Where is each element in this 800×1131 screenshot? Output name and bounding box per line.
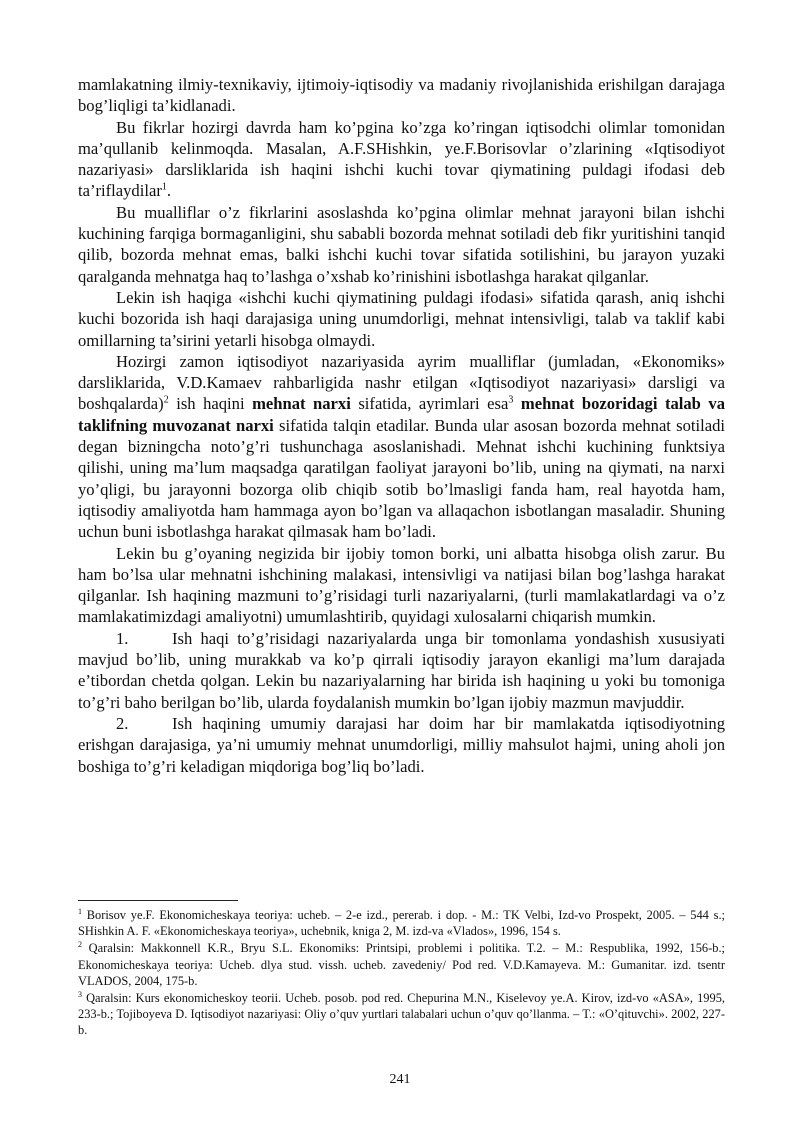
footnotes: [78, 907, 725, 1040]
paragraph-text: ish haqini: [168, 394, 253, 414]
list-item: [78, 628, 725, 713]
paragraph: mamlakatning ilmiy-texnikaviy, ijtimoiy-iqtisodiy va madaniy rivojlanishida erishilgan darajaga bog’liqligi ta’kidlanadi.: [78, 75, 725, 116]
bold-term: mehnat narxi: [252, 394, 351, 414]
footnote: [78, 990, 725, 1039]
paragraph: Lekin ish haqiga «ishchi kuchi qiymatining puldagi ifodasi» sifatida qarash, aniq ishchi kuchi bozorida ish haqi darajasiga uning unumdorligi, mehnat intensivligi, talab va taklif kabi omillarning ta’sirini yetarli hisobga olmaydi.: [78, 287, 725, 350]
list-number: 2.: [116, 713, 129, 733]
footnote-ref[interactable]: 3: [508, 394, 514, 406]
footnote-divider: [78, 900, 238, 901]
paragraph-text: .: [166, 181, 172, 201]
paragraph-text: Hozirgi zamon iqtisodiyot nazariyasida ayrim mualliflar (jumladan, «Ekonomiks» darsliklarida, V.D.Kamaev rahbarligida nashr etilgan «Iqtisodiyot nazariyasi» darsligi va boshqalarda): [78, 351, 725, 414]
footnote-text: Qaralsin: Makkonnell K.R., Bryu S.L. Ekonomiks: Printsipi, problemi i politika. T.2. – M.: Respublika, 1992, 156-b.; Ekonomicheskaya teoriya: Ucheb. dlya stud. vissh. ucheb. zavedeniy/ Pod red. V.D.Kamayeva. M.: Gumanitar. izd. tsentr VLADOS, 2004, 175-b.: [78, 941, 725, 988]
paragraph: [78, 117, 725, 202]
page-body: [78, 74, 725, 777]
paragraph-text: Bu fikrlar hozirgi davrda ham ko’pgina ko’zga ko’ringan iqtisodchi olimlar tomonidan ma’qullanib kelinmoqda. Masalan, A.F.SHishkin, ye.F.Borisovlar o’zlarining «Iqtisodiyot nazariyasi» darsliklarida ish haqini ishchi kuchi tovar qiymatining puldagi ifodasi deb ta’riflaydilar: [78, 117, 725, 201]
footnote-text: Borisov ye.F. Ekonomicheskaya teoriya: ucheb. – 2-e izd., pererab. i dop. - M.: TK Velbi, Izd-vo Prospekt, 2005. – 544 s.; SHishkin A. F. «Ekonomicheskaya teoriya», uchebnik, kniga 2, M. izd-va «Vlados», 1996, 154 s.: [78, 908, 725, 939]
footnote: [78, 907, 725, 939]
paragraph: Bu mualliflar o’z fikrlarini asoslashda ko’pgina olimlar mehnat jarayoni bilan ishchi kuchining farqiga bormaganligini, shu sababli bozorda mehnat sotiladi deb fikr yuritishini tanqid qilib, bozorda mehnat emas, balki ishchi kuchi tovar sifatida sotilishini, bu jarayon yuzaki qaralganda mehnatga haq to’lashga o’xshab ko’rinishini isbotlashga harakat qilganlar.: [78, 202, 725, 286]
footnote-mark: 2: [78, 940, 82, 950]
list-number: 1.: [116, 628, 129, 648]
bold-term: mehnat bozoridagi talab va taklifning muvozanat narxi: [78, 394, 726, 435]
footnote-mark: 3: [78, 989, 82, 999]
paragraph: Lekin bu g’oyaning negizida bir ijobiy tomon borki, uni albatta hisobga olish zarur. Bu ham bo’lsa ular mehnatni ishchining malakasi, intensivligi va natijasi bilan bog’lashga harakat qilganlar. Ish haqining mazmuni to’g’risidagi turli nazariyalarni, (turli mamlakatlardagi va o’z mamlakatimizdagi amaliyotni) umumlashtirib, quyidagi xulosalarni chiqarish mumkin.: [78, 543, 725, 627]
footnote: [78, 940, 725, 989]
footnote-mark: 1: [78, 906, 82, 916]
page-number: 241: [389, 1072, 411, 1087]
list-item-text: Ish haqining umumiy darajasi har doim har bir mamlakatda iqtisodiyotning erishgan darajasiga, ya’ni umumiy mehnat unumdorligi, milliy mahsulot hajmi, uning aholi jon boshiga to’g’ri keladigan miqdoriga bog’liq bo’ladi.: [78, 713, 725, 776]
paragraph-text: sifatida talqin etadilar. Bunda ular asosan bozorda mehnat sotiladi degan bizningcha noto’g’ri tushunchaga asoslanishadi. Mehnat ishchi kuchining funktsiya qilishi, uning ma’lum maqsadga qaratilgan faoliyat jarayoni bo’lib, uning na qiymati, na narxi yo’qligi, bu jarayonni bozorga olib chiqib sotib bo’lmasligi fanda ham, real hayotda ham, iqtisodiy amaliyotda ham hammaga ayon bo’lgan va allaqachon isbotlangan masaladir. Shuning uchun buni isbotlashga harakat qilmasak ham bo’ladi.: [78, 415, 726, 542]
paragraph: [78, 351, 725, 543]
paragraph-text: sifatida, ayrimlari esa: [350, 394, 509, 414]
list-item: [78, 713, 725, 777]
footnote-ref[interactable]: 1: [161, 181, 167, 193]
list-item-text: Ish haqi to’g’risidagi nazariyalarda unga bir tomonlama yondashish xususiyati mavjud bo’lib, uning murakkab va ko’p qirrali iqtisodiy jarayon ekanligi ma’lum darajada e’tibordan chetda qolgan. Lekin bu nazariyalarning har birida ish haqining u yoki bu tomoniga to’g’ri baho berilgan bo’lib, ularda foydalanish mumkin bo’lgan ijobiy mazmun mavjuddir.: [78, 628, 725, 712]
paragraph-text: [513, 394, 521, 413]
footnote-text: Qaralsin: Kurs ekonomicheskoy teorii. Ucheb. posob. pod red. Chepurina M.N., Kiselevoy ye.A. Kirov, izd-vo «ASA», 1995, 233-b.; Tojiboyeva D. Iqtisodiyot nazariyasi: Oliy o’quv yurtlari talabalari uchun o’quv qo’llanma. – T.: «O’qituvchi». 2002, 227-b.: [78, 991, 725, 1038]
footnote-ref[interactable]: 2: [163, 394, 169, 406]
